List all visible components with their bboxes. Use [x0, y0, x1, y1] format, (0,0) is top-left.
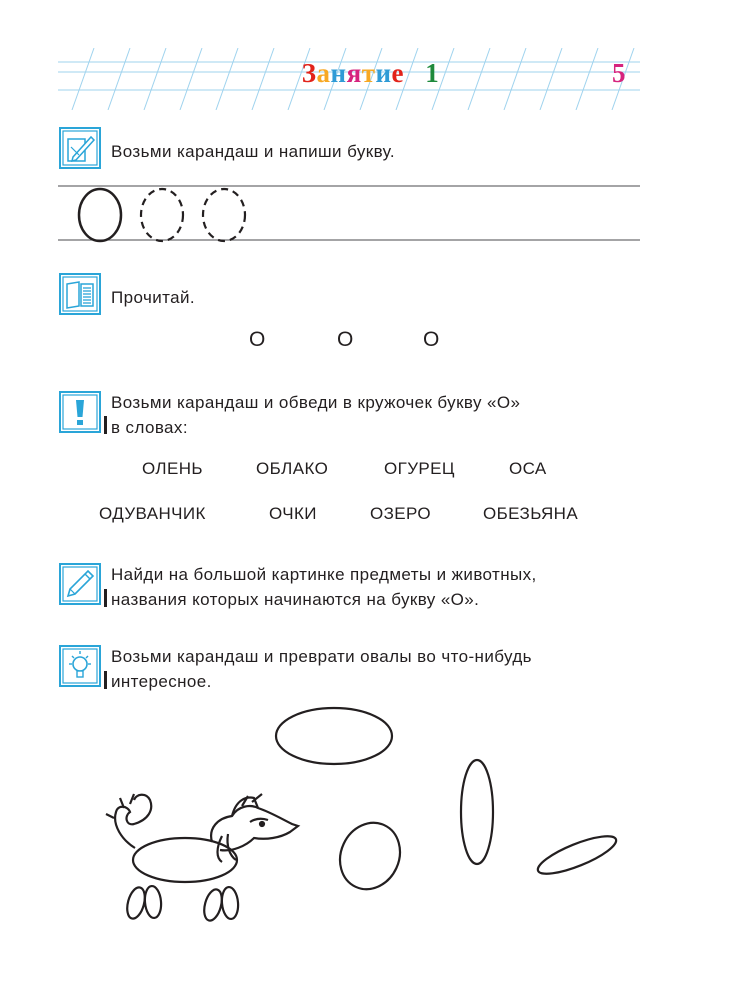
title-letter: н — [330, 58, 347, 88]
task3-bracket — [104, 416, 107, 434]
task4-instruction — [111, 562, 537, 612]
title-letter: е — [391, 58, 404, 88]
oval-egg — [329, 813, 410, 899]
word[interactable]: ОСА — [509, 459, 547, 478]
word[interactable]: ОЗЕРО — [370, 504, 432, 523]
task4-line: Найди на большой картинке предметы и животных, — [111, 565, 537, 584]
word[interactable]: ОЛЕНЬ — [142, 459, 203, 478]
word[interactable]: ОГУРЕЦ — [384, 459, 455, 478]
exclamation-icon — [59, 391, 101, 433]
word[interactable]: ОБЕЗЬЯНА — [483, 504, 579, 523]
task5-line: интересное. — [111, 672, 212, 691]
title-letter: а — [316, 58, 331, 88]
word[interactable]: ОЧКИ — [269, 504, 317, 523]
title-letter: я — [346, 58, 362, 88]
task4-line: названия которых начинаются на букву «О». — [111, 590, 480, 609]
lightbulb-icon — [59, 645, 101, 687]
task1-instruction: Возьми карандаш и напиши букву. — [111, 142, 395, 161]
task2-instruction: Прочитай. — [111, 288, 195, 307]
task5-line: Возьми карандаш и преврати овалы во что-нибудь — [111, 647, 532, 666]
read-letter: О — [337, 328, 354, 351]
letter-o-sample[interactable] — [76, 186, 126, 246]
animal-body — [133, 838, 237, 882]
letter-o-trace-1[interactable] — [138, 186, 188, 246]
oval-horizontal — [276, 708, 392, 764]
oval-vertical — [461, 760, 493, 864]
task5-bracket — [104, 671, 107, 689]
book-icon — [59, 273, 101, 315]
word[interactable]: ОДУВАНЧИК — [99, 504, 206, 523]
pencil-write-icon — [59, 127, 101, 169]
task3-line: в словах: — [111, 418, 188, 437]
title-letter: т — [361, 58, 376, 88]
word[interactable]: ОБЛАКО — [256, 459, 329, 478]
lesson-title-word — [302, 58, 404, 88]
pencil-icon — [59, 563, 101, 605]
oval-slanted — [534, 829, 620, 881]
task3-instruction — [111, 390, 520, 440]
lesson-number: 1 — [425, 58, 440, 88]
task3-line: Возьми карандаш и обведи в кружочек букву «О» — [111, 393, 521, 412]
task5-instruction — [111, 644, 532, 694]
ovals-drawing[interactable] — [0, 700, 741, 950]
read-letter: О — [423, 328, 440, 351]
task4-bracket — [104, 589, 107, 607]
lesson-title — [0, 58, 741, 89]
page-number: 5 — [612, 58, 626, 88]
title-letter: З — [301, 58, 317, 88]
read-letter: О — [249, 328, 266, 351]
letter-o-trace-2[interactable] — [200, 186, 250, 246]
title-letter: и — [375, 58, 392, 88]
